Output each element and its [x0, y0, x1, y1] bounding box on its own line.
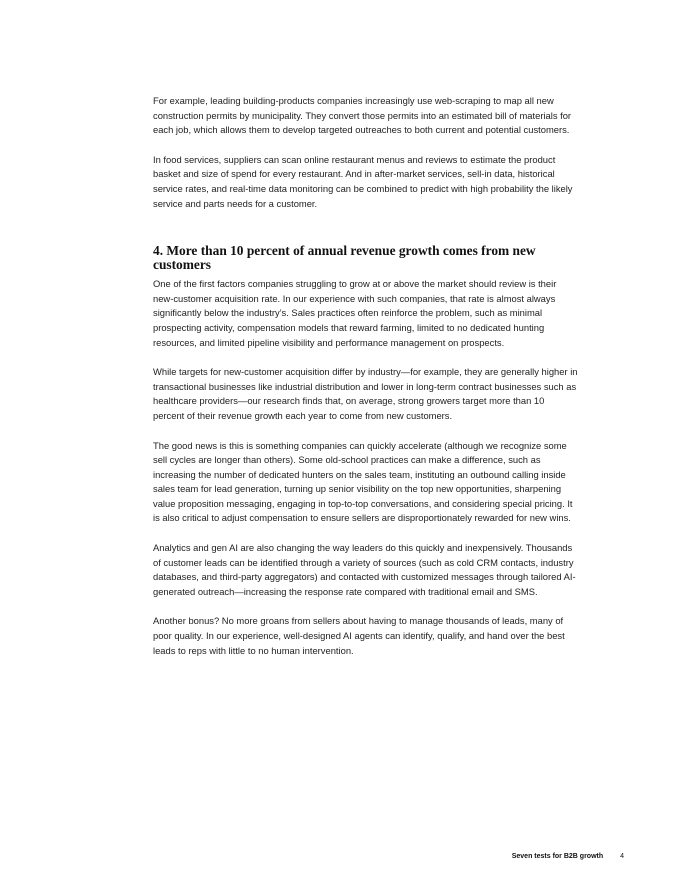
- section-heading: 4. More than 10 percent of annual revenue growth comes from new customers: [153, 243, 536, 273]
- body-paragraph: The good news is this is something companies can quickly accelerate (although we recognize some sell cycles are longer than others). Some old-school practices can make a difference, such as increasing the number of dedicated hunters on the sales team, instituting an outbound calling inside sales team for lead generation, turning up senior visibility on the top new opportunities, sharpening value proposition messaging, engaging in top-to-top conversations, and considering special pricing. It is also critical to adjust compensation to ensure sellers are disproportionately rewarded for new wins.: [153, 439, 573, 524]
- footer-title: Seven tests for B2B growth: [511, 853, 604, 860]
- body-paragraph: In food services, suppliers can scan online restaurant menus and reviews to estimate the product basket and size of spend for every restaurant. And in after-market services, sell-in data, historical service rates, and real-time data monitoring can be combined to predict with high probability the likely service and parts needs for a customer.: [153, 153, 573, 209]
- body-paragraph: Another bonus? No more groans from sellers about having to manage thousands of leads, many of poor quality. In our experience, well-designed AI agents can identify, qualify, and hand over the best leads to reps with little to no human intervention.: [153, 615, 565, 656]
- body-paragraph: Analytics and gen AI are also changing the way leaders do this quickly and inexpensively. Thousands of customer leads can be identified through a variety of sources (such as cold CRM contacts, industry databases, and third-party aggregators) and contacted with customized messages through tailored AI-generated outreach—increasing the response rate compared with traditional email and SMS.: [153, 542, 576, 597]
- body-paragraph: While targets for new-customer acquisition differ by industry—for example, they are generally higher in transactional businesses like industrial distribution and lower in long-term contract businesses such as healthcare providers—our research finds that, on average, strong growers target more than 10 percent of their revenue growth each year to come from new customers.: [153, 366, 578, 421]
- body-paragraph: One of the first factors companies struggling to grow at or above the market should review is their new-customer acquisition rate. In our experience with such companies, that rate is almost always significantly below the industry’s. Sales practices often reinforce the problem, such as minimal prospecting activity, compensation models that reward farming, limited to no dedicated hunting resources, and limited pipeline visibility and performance management on prospects.: [153, 278, 557, 348]
- page-number: 4: [620, 853, 624, 860]
- page-footer: [512, 853, 624, 860]
- body-paragraph: For example, leading building-products companies increasingly use web-scraping to map all new construction permits by municipality. They convert those permits into an estimated bill of materials for each job, which allows them to develop targeted outreaches to both current and potential customers.: [153, 95, 572, 136]
- page-content: [153, 94, 578, 673]
